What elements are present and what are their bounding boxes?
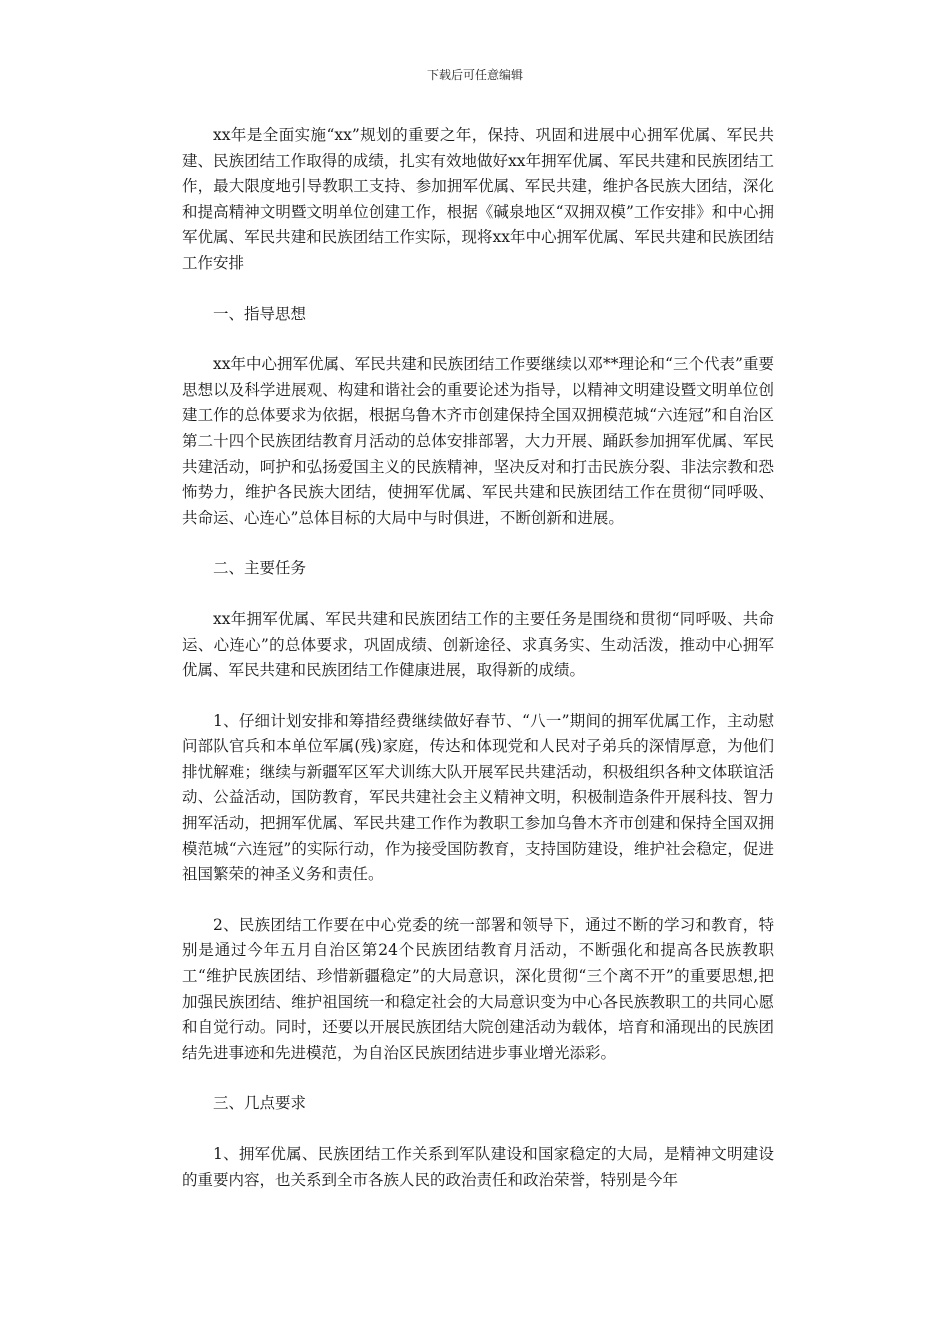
intro-paragraph: xx年是全面实施“xx”规划的重要之年，保持、巩固和进展中心拥军优属、军民共建、民族团结工作取得的成绩，扎实有效地做好xx年拥军优属、军民共建和民族团结工作，最大限度地引导教职工支持、参加拥军优属、军民共建，维护各民族大团结，深化和提高精神文明暨文明单位创建工作，根据《碱泉地区“双拥双模”工作安排》和中心拥军优属、军民共建和民族团结工作实际，现将xx年中心拥军优属、军民共建和民族团结工作安排 <box>182 126 774 272</box>
document-body <box>182 123 774 1218</box>
guiding-ideology-paragraph: xx年中心拥军优属、军民共建和民族团结工作要继续以邓**理论和“三个代表”重要思想以及科学进展观、构建和谐社会的重要论述为指导，以精神文明建设暨文明单位创建工作的总体要求为依据，根据乌鲁木齐市创建保持全国双拥模范城“六连冠”和自治区第二十四个民族团结教育月活动的总体安排部署，大力开展、踊跃参加拥军优属、军民共建活动，呵护和弘扬爱国主义的民族精神，坚决反对和打击民族分裂、非法宗教和恐怖势力，维护各民族大团结，使拥军优属、军民共建和民族团结工作在贯彻“同呼吸、共命运、心连心”总体目标的大局中与时俱进，不断创新和进展。 <box>182 355 774 527</box>
page-header-note: 下载后可任意编辑 <box>426 68 523 82</box>
task-2-paragraph: 2、民族团结工作要在中心党委的统一部署和领导下，通过不断的学习和教育，特别是通过今年五月自治区第24个民族团结教育月活动，不断强化和提高各民族教职工“维护民族团结、珍惜新疆稳定”的大局意识，深化贯彻“三个离不开”的重要思想,把加强民族团结、维护祖国统一和稳定社会的大局意识变为中心各民族教职工的共同心愿和自觉行动。同时，还要以开展民族团结大院创建活动为载体，培育和涌现出的民族团结先进事迹和先进模范，为自治区民族团结进步事业增光添彩。 <box>182 915 774 1062</box>
requirement-1-paragraph: 1、拥军优属、民族团结工作关系到军队建设和国家稳定的大局，是精神文明建设的重要内容，也关系到全市各族人民的政治责任和政治荣誉，特别是今年 <box>182 1145 774 1189</box>
section-heading-requirements: 三、几点要求 <box>213 1094 307 1113</box>
section-heading-guiding-ideology: 一、指导思想 <box>213 304 307 323</box>
main-tasks-paragraph: xx年拥军优属、军民共建和民族团结工作的主要任务是围绕和贯彻“同呼吸、共命运、心连心”的总体要求，巩固成绩、创新途径、求真务实、生动活泼，推动中心拥军优属、军民共建和民族团结工作健康进展，取得新的成绩。 <box>182 609 774 680</box>
task-1-paragraph: 1、仔细计划安排和筹措经费继续做好春节、“八一”期间的拥军优属工作，主动慰问部队官兵和本单位军属(残)家庭，传达和体现党和人民对子弟兵的深情厚意，为他们排忧解难；继续与新疆军区军犬训练大队开展军民共建活动，积极组织各种文体联谊活动、公益活动，国防教育，军民共建社会主义精神文明，积极制造条件开展科技、智力拥军活动，把拥军优属、军民共建工作作为教职工参加乌鲁木齐市创建和保持全国双拥模范城“六连冠”的实际行动，作为接受国防教育，支持国防建设，维护社会稳定，促进祖国繁荣的神圣义务和责任。 <box>182 711 774 884</box>
section-heading-main-tasks: 二、主要任务 <box>213 559 307 578</box>
